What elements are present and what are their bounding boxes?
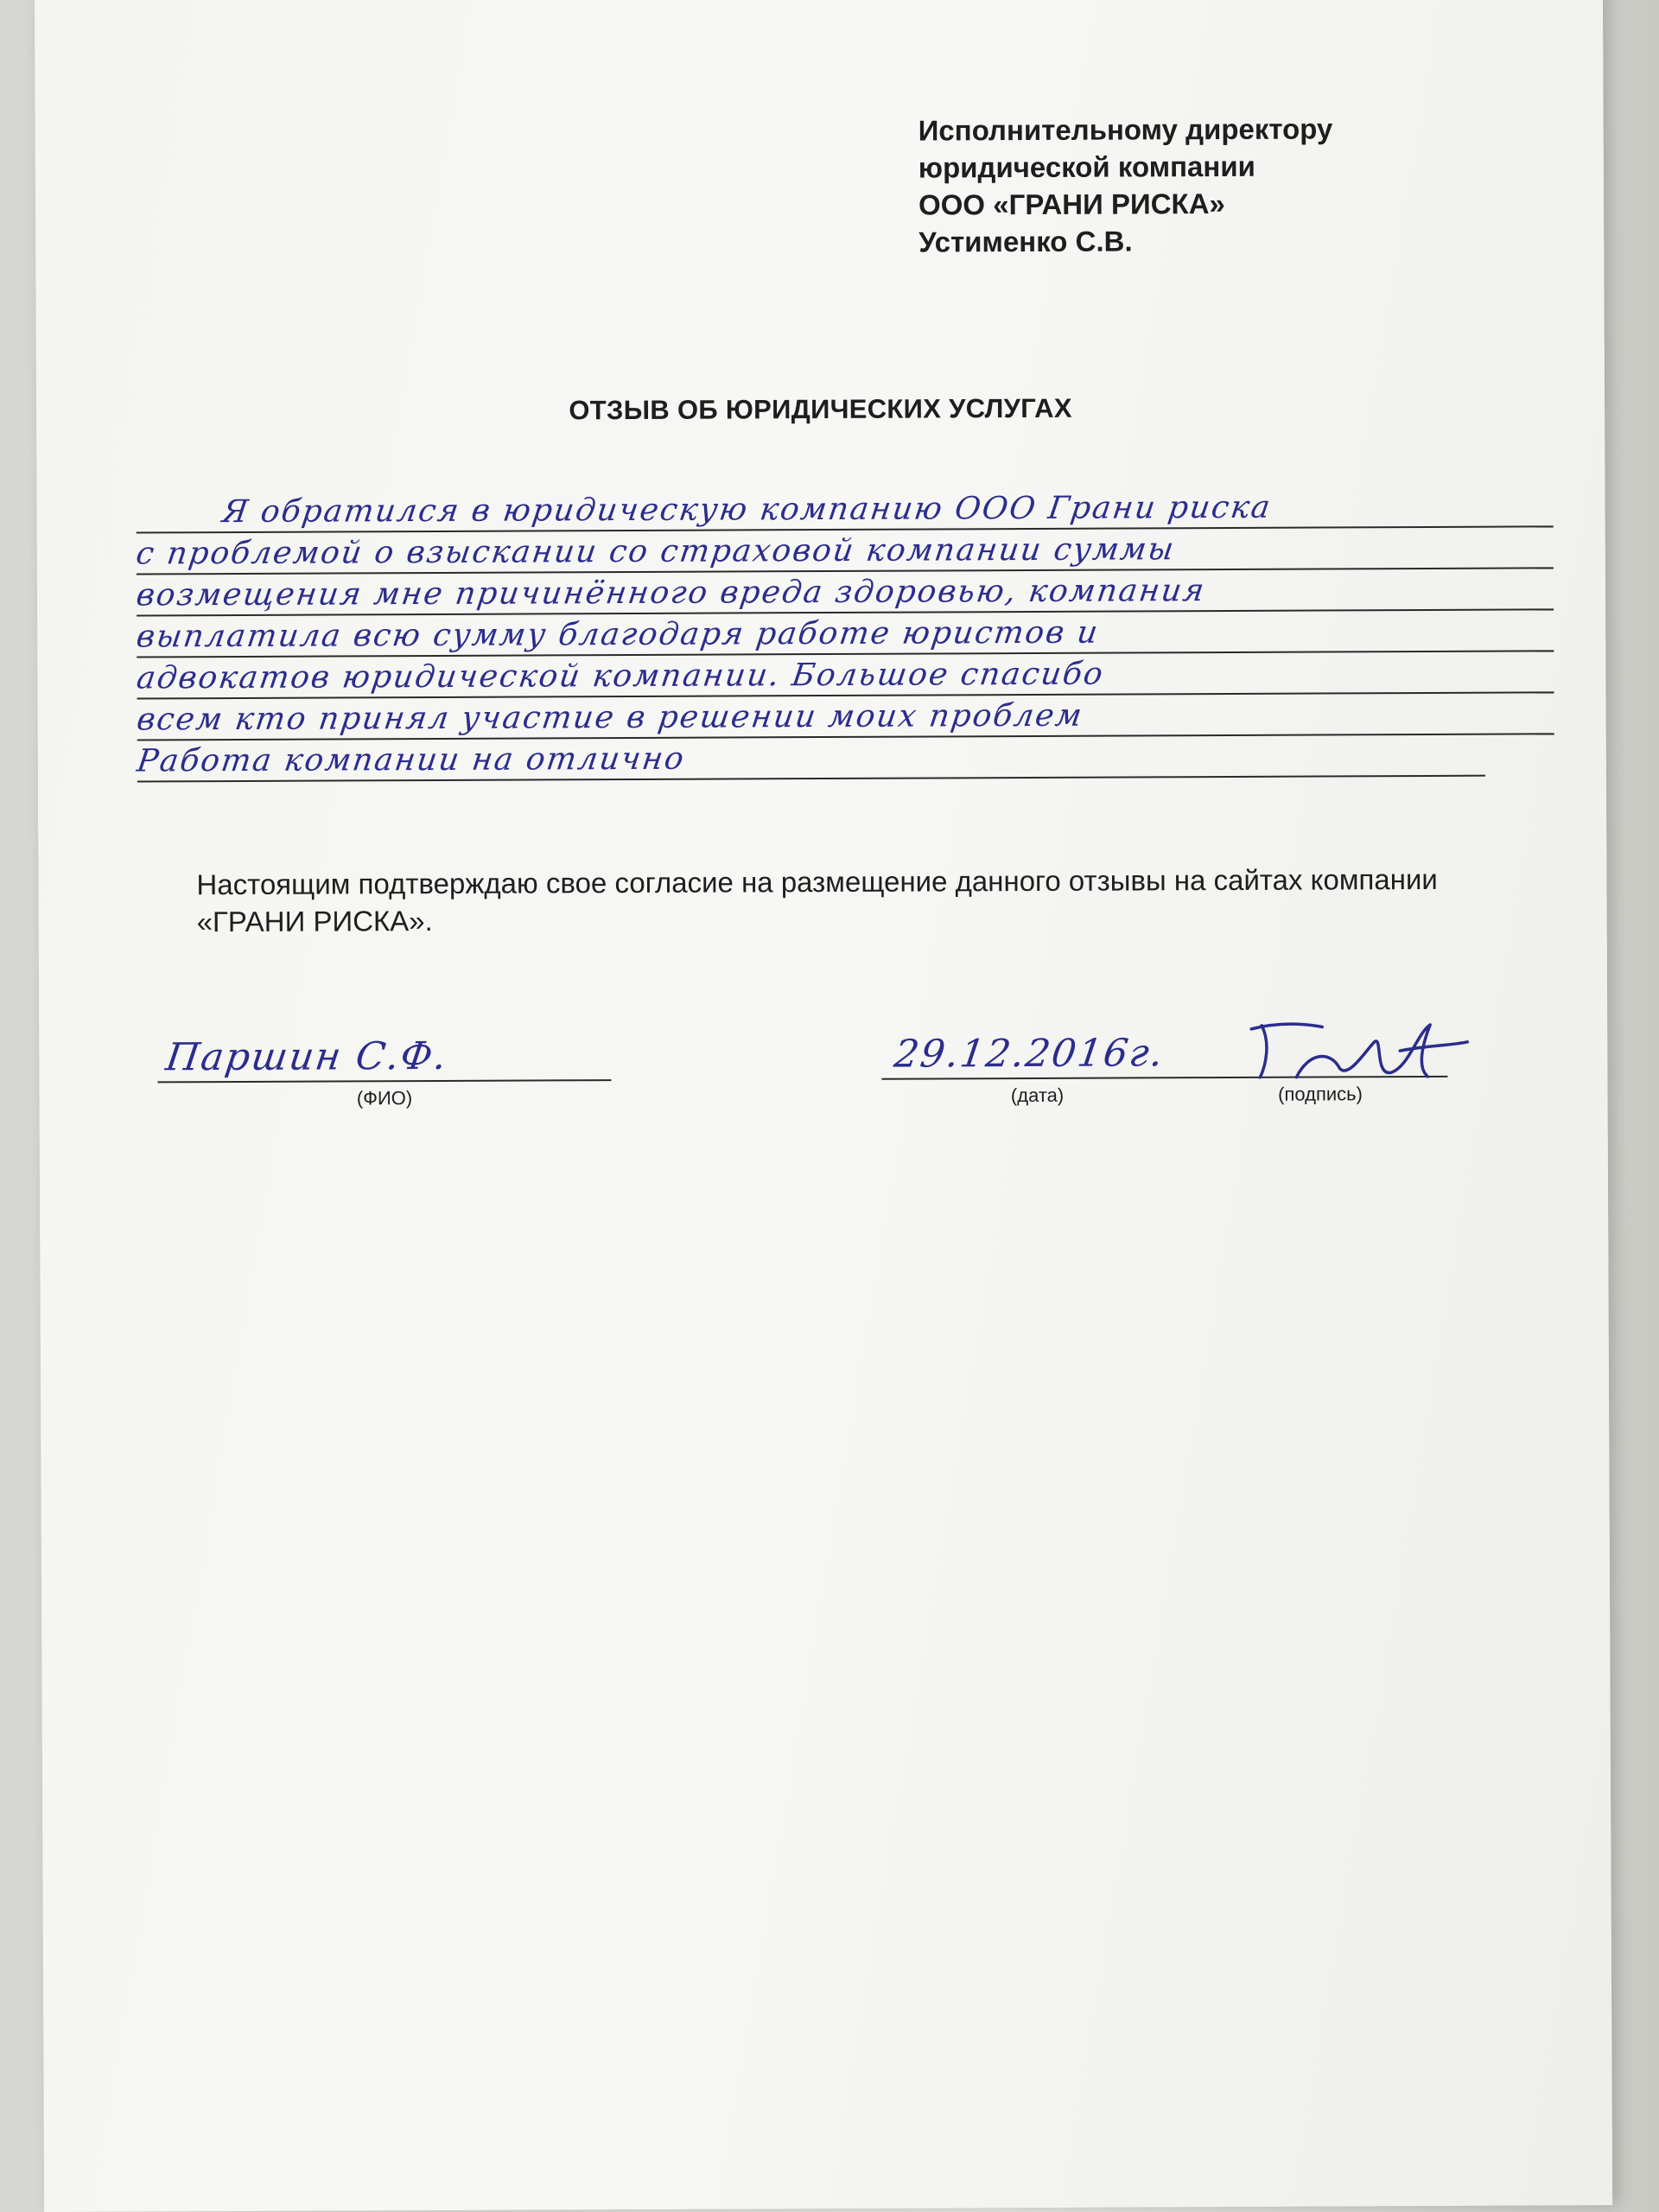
date-field [881, 1014, 1193, 1120]
signature-caption: (подпись) [1278, 1083, 1363, 1105]
review-line [134, 610, 1554, 658]
name-caption: (ФИО) [356, 1087, 413, 1109]
handwritten-signature [1244, 1016, 1469, 1086]
review-line [137, 735, 1485, 783]
review-line [136, 486, 1553, 533]
document-page [35, 0, 1612, 2212]
addressee-line: ООО «ГРАНИ РИСКА» [918, 187, 1225, 221]
addressee-line: Исполнительному директору [918, 112, 1333, 147]
review-line [134, 527, 1554, 575]
review-line-text: с проблемой о взыскании со страховой компании суммы [134, 531, 1178, 572]
review-line-text: всем кто принял участие в решении моих проблем [134, 697, 1086, 738]
review-line [134, 652, 1554, 699]
review-line-text: адвокатов юридической компании. Большое спасибо [134, 656, 1107, 696]
handwritten-review [136, 486, 1554, 782]
document-title: ОТЗЫВ ОБ ЮРИДИЧЕСКИХ УСЛУГАХ [569, 392, 1072, 426]
review-line-text: Я обратился в юридическую компанию ООО Грани риска [219, 489, 1274, 531]
review-line-text: выплатила всю сумму благодаря работе юристов и [134, 614, 1102, 655]
name-underline [157, 1079, 611, 1083]
addressee-block [918, 110, 1333, 260]
review-line-text: Работа компании на отлично [135, 741, 688, 779]
review-line [134, 693, 1554, 741]
name-value: Паршин С.Ф. [162, 1033, 451, 1080]
date-underline [881, 1077, 1192, 1080]
consent-statement: Настоящим подтверждаю свое согласие на размещение данного отзывы на сайтах компании «ГРАНИ РИСКА». [196, 862, 1438, 938]
addressee-line: юридической компании [918, 149, 1255, 184]
addressee-line: Устименко С.В. [918, 225, 1133, 258]
name-field [157, 1017, 612, 1122]
date-caption: (дата) [1010, 1084, 1065, 1107]
review-line-text: возмещения мне причинённого вреда здоровью, компания [134, 573, 1208, 613]
date-value: 29.12.2016г. [891, 1031, 1167, 1077]
review-line [134, 569, 1554, 616]
